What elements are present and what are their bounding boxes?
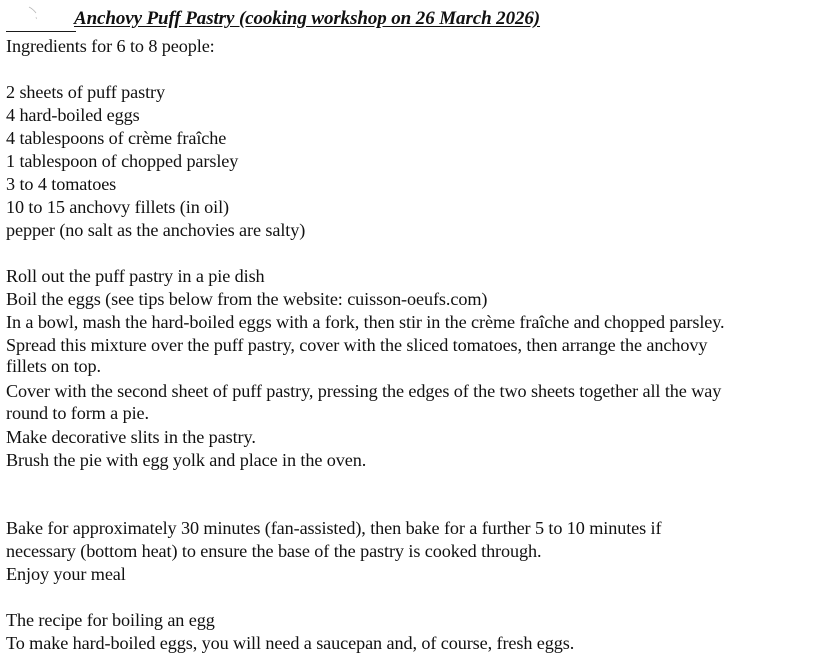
baking-line: Bake for approximately 30 minutes (fan-assisted), then bake for a further 5 to 10 minutes if bbox=[6, 518, 662, 538]
baking-line: Enjoy your meal bbox=[6, 564, 126, 584]
egg-recipe-heading: The recipe for boiling an egg bbox=[6, 610, 215, 630]
step-line: fillets on top. bbox=[6, 356, 101, 376]
step-line: Roll out the puff pastry in a pie dish bbox=[6, 266, 265, 286]
ingredients-intro: Ingredients for 6 to 8 people: bbox=[6, 36, 215, 56]
ingredient-line: 4 tablespoons of crème fraîche bbox=[6, 128, 227, 148]
step-line: Spread this mixture over the puff pastry, cover with the sliced tomatoes, then arrange the anchovy bbox=[6, 335, 708, 355]
step-line: Brush the pie with egg yolk and place in the oven. bbox=[6, 450, 367, 470]
recipe-title: Anchovy Puff Pastry (cooking workshop on 26 March 2026) bbox=[74, 8, 541, 29]
baking-line: necessary (bottom heat) to ensure the base of the pastry is cooked through. bbox=[6, 541, 542, 561]
step-line: round to form a pie. bbox=[6, 403, 149, 423]
egg-recipe-line: To make hard-boiled eggs, you will need a saucepan and, of course, fresh eggs. bbox=[6, 633, 575, 653]
ingredient-line: pepper (no salt as the anchovies are salty) bbox=[6, 220, 306, 240]
step-line: Make decorative slits in the pastry. bbox=[6, 427, 256, 447]
ingredient-line: 1 tablespoon of chopped parsley bbox=[6, 151, 239, 171]
ingredient-line: 2 sheets of puff pastry bbox=[6, 82, 165, 102]
step-line: Boil the eggs (see tips below from the website: cuisson-oeufs.com) bbox=[6, 289, 488, 309]
ingredient-line: 4 hard-boiled eggs bbox=[6, 105, 140, 125]
ingredient-line: 10 to 15 anchovy fillets (in oil) bbox=[6, 197, 229, 217]
ingredient-line: 3 to 4 tomatoes bbox=[6, 174, 117, 194]
title-underline-rule bbox=[6, 31, 76, 32]
step-line: Cover with the second sheet of puff pastry, pressing the edges of the two sheets together all the way bbox=[6, 381, 722, 401]
step-line: In a bowl, mash the hard-boiled eggs with a fork, then stir in the crème fraîche and chopped parsley. bbox=[6, 312, 725, 332]
title-row bbox=[6, 8, 806, 34]
